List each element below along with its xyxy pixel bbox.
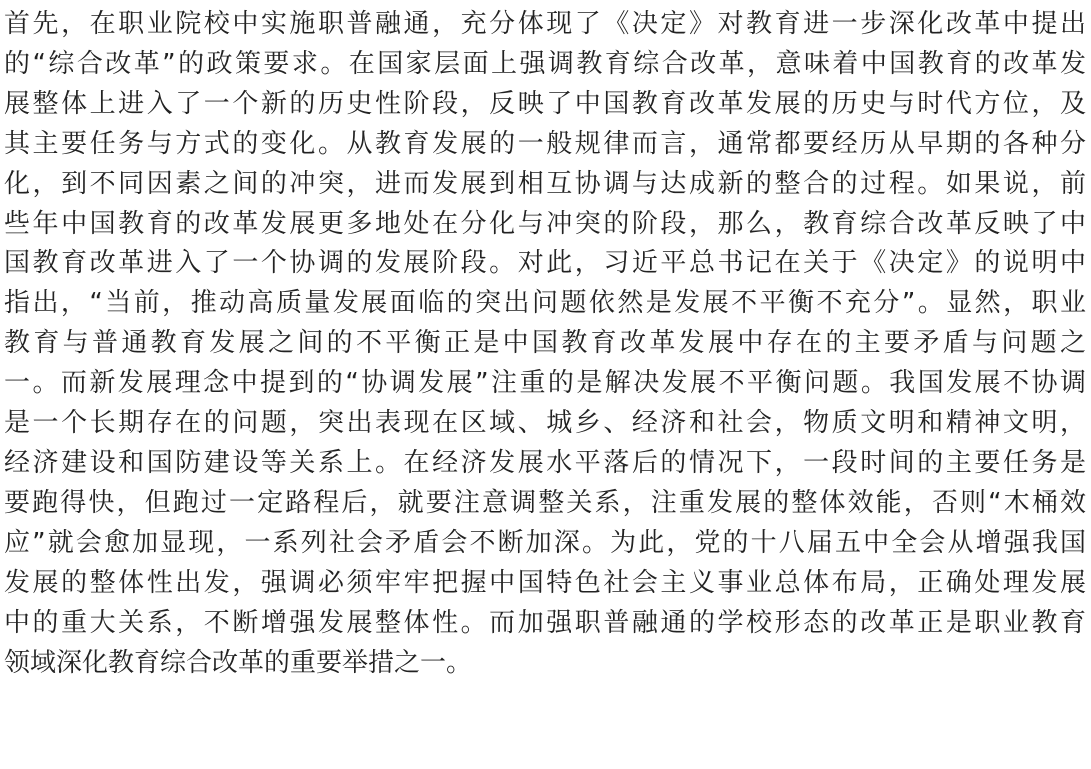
paragraph-line: 中的重大关系，不断增强发展整体性。而加强职普融通的学校形态的改革正是职业教育 — [4, 607, 1086, 638]
paragraph-line: 的“综合改革”的政策要求。在国家层面上强调教育综合改革，意味着中国教育的改革发 — [4, 48, 1086, 79]
paragraph-line: 指出，“当前，推动高质量发展面临的突出问题依然是发展不平衡不充分”。显然，职业 — [4, 288, 1086, 319]
body-paragraph — [4, 5, 1087, 683]
paragraph-line: 发展的整体性出发，强调必须牢牢把握中国特色社会主义事业总体布局，正确处理发展 — [4, 567, 1086, 598]
paragraph-line: 是一个长期存在的问题，突出表现在区域、城乡、经济和社会，物质文明和精神文明， — [4, 408, 1086, 439]
paragraph-line: 领域深化教育综合改革的重要举措之一。 — [4, 647, 473, 678]
paragraph-line: 首先，在职业院校中实施职普融通，充分体现了《决定》对教育进一步深化改革中提出 — [4, 9, 1086, 39]
paragraph-line: 教育与普通教育发展之间的不平衡正是中国教育改革发展中存在的主要矛盾与问题之 — [4, 328, 1086, 359]
paragraph-line: 化，到不同因素之间的冲突，进而发展到相互协调与达成新的整合的过程。如果说，前 — [4, 168, 1086, 199]
paragraph-line: 国教育改革进入了一个协调的发展阶段。对此，习近平总书记在关于《决定》的说明中 — [4, 248, 1086, 279]
paragraph-line: 经济建设和国防建设等关系上。在经济发展水平落后的情况下，一段时间的主要任务是 — [4, 447, 1086, 478]
paragraph-line: 要跑得快，但跑过一定路程后，就要注意调整关系，注重发展的整体效能，否则“木桶效 — [4, 487, 1086, 518]
paragraph-line: 应”就会愈加显现，一系列社会矛盾会不断加深。为此，党的十八届五中全会从增强我国 — [4, 527, 1086, 558]
paragraph-line: 展整体上进入了一个新的历史性阶段，反映了中国教育改革发展的历史与时代方位，及 — [4, 88, 1086, 119]
paragraph-line: 一。而新发展理念中提到的“协调发展”注重的是解决发展不平衡问题。我国发展不协调 — [4, 368, 1086, 399]
paragraph-line: 其主要任务与方式的变化。从教育发展的一般规律而言，通常都要经历从早期的各种分 — [4, 128, 1086, 159]
paragraph-line: 些年中国教育的改革发展更多地处在分化与冲突的阶段，那么，教育综合改革反映了中 — [4, 208, 1086, 239]
